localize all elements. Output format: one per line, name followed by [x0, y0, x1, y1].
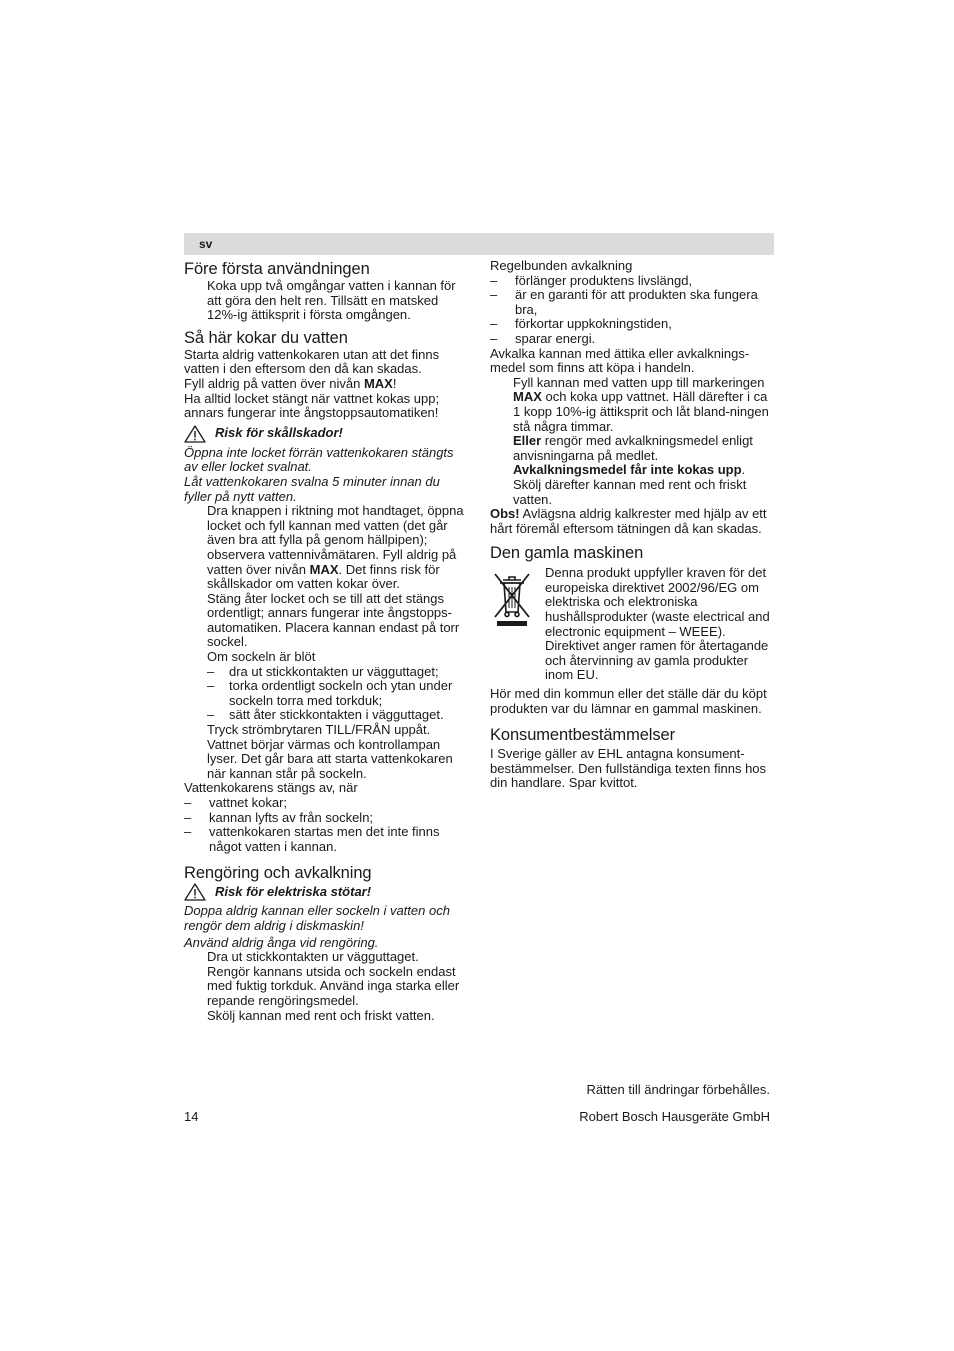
descale-step-2: Eller rengör med avkalkningsmedel enligt anvisningarna på medlet.	[513, 433, 753, 463]
descale-step-1: Fyll kannan med vatten upp till markeringen MAX och koka upp vattnet. Häll därefter i ca 1 kopp 10%-ig ättiksprit och låt bland-ningen stå några timmar.	[513, 374, 769, 434]
heading-consumer: Konsumentbestämmelser	[490, 726, 675, 745]
heading-old-machine: Den gamla maskinen	[490, 544, 644, 563]
cleaning-steps	[184, 950, 469, 1023]
page-number: 14	[184, 1109, 199, 1124]
disposal-text: Hör med din kommun eller det ställe där du köpt produkten var du lämnar en gammal maskinen.	[490, 686, 767, 716]
list-item: – är en garanti för att produkten ska fungera bra,	[490, 288, 776, 317]
boil-text-1: Starta aldrig vattenkokaren utan att det finns vatten i den eftersom den då kan skadas.	[184, 346, 440, 377]
list-item: – vattnet kokar;	[184, 796, 469, 811]
boil-text-3: Ha alltid locket stängt när vattnet kokas upp; annars fungerar inte ångstoppsautomatiken!	[184, 390, 440, 421]
boil-step-1: Dra knappen i riktning mot handtaget, öppna locket och fyll kannan med vatten (det går även bra att fylla på genom hällpipen); observera vattennivåmätaren. Fyll aldrig på vatten över nivån MAX. Det finns risk för skållskador om vatten kokar över.	[207, 503, 464, 592]
shock-note-2: Använd aldrig ånga vid rengöring.	[184, 934, 379, 950]
shock-note-1: Doppa aldrig kannan eller sockeln i vatten och rengör dem aldrig i diskmaskin!	[184, 903, 450, 933]
descale-step-4: Skölj därefter kannan med rent och friskt vatten.	[513, 476, 747, 507]
heading-boil-water: Så här kokar du vatten	[184, 328, 348, 347]
cleaning-step-3: Skölj kannan med rent och friskt vatten.	[207, 1007, 435, 1023]
language-bar	[184, 233, 774, 255]
boil-step-3: Om sockeln är blöt	[207, 649, 316, 665]
warning-icon	[184, 425, 206, 443]
boil-text-2: Fyll aldrig på vatten över nivån MAX!	[184, 375, 397, 391]
shutoff-intro: Vattenkokarens stängs av, när	[184, 780, 358, 796]
cleaning-step-2: Rengör kannans utsida och sockeln endast med fuktig torkduk. Använd inga starka eller repande rengöringsmedel.	[207, 963, 460, 1008]
heading-first-use: Före första användningen	[184, 260, 370, 278]
company-name: Robert Bosch Hausgeräte GmbH	[579, 1109, 770, 1124]
list-item: – kannan lyfts av från sockeln;	[184, 811, 469, 826]
heading-cleaning: Rengöring och avkalkning	[184, 864, 372, 883]
warning-shock	[184, 883, 469, 901]
boil-step-4: Tryck strömbrytaren TILL/FRÅN uppåt. Vattnet börjar värmas och kontrollampan lyser. Det går bara att starta vattenkokaren när kannan står på sockeln.	[207, 722, 453, 781]
list-item: – torka ordentligt sockeln och ytan under sockeln torra med torkduk;	[207, 679, 469, 708]
list-item: – sätt åter stickkontakten i vägguttaget.	[207, 708, 469, 723]
weee-block	[490, 566, 776, 683]
list-item: – förlänger produktens livslängd,	[490, 274, 776, 289]
scald-note-1: Öppna inte locket förrän vattenkokaren stängts av eller locket svalnat.	[184, 444, 454, 475]
first-use-text: Koka upp två omgångar vatten i kannan för att göra den helt ren. Tillsätt en matsked 12%-ig ättiksprit i första omgången.	[207, 278, 456, 323]
right-column	[490, 259, 776, 791]
warning-icon	[184, 883, 206, 901]
obs-note: Obs! Avlägsna aldrig kalkrester med hjälp av ett hårt föremål eftersom tätningen då kan skadas.	[490, 506, 767, 536]
boil-steps	[184, 504, 469, 781]
cleaning-step-1: Dra ut stickkontakten ur vägguttaget.	[207, 949, 419, 965]
language-tag: sv	[199, 237, 213, 251]
consumer-text: I Sverige gäller av EHL antagna konsument-bestämmelser. Den fullständiga texten finns hos din handlare. Spar kvittot.	[490, 746, 767, 791]
boil-step-2: Stäng åter locket och se till att det stängs ordentligt; annars fungerar inte ångstopps-automatiken. Placera kannan endast på torr sockel.	[207, 590, 460, 650]
crossed-bin-icon	[490, 568, 534, 628]
descale-steps	[490, 376, 776, 507]
scald-note-2: Låt vattenkokaren svalna 5 minuter innan du fyller på nytt vatten.	[184, 473, 440, 504]
list-item: – dra ut stickkontakten ur vägguttaget;	[207, 665, 469, 680]
warning-scald	[184, 425, 469, 443]
list-item: – vattenkokaren startas men det inte finns något vatten i kannan.	[184, 825, 469, 854]
max-mark: MAX	[363, 375, 393, 391]
heading-descaling: Regelbunden avkalkning	[490, 258, 633, 273]
descale-text: Avkalka kannan med ättika eller avkalknings-medel som finns att köpa i handeln.	[490, 345, 750, 376]
footer-note: Rätten till ändringar förbehålles.	[586, 1082, 770, 1097]
list-item: – sparar energi.	[490, 332, 776, 347]
descale-step-3: Avkalkningsmedel får inte kokas upp.	[513, 462, 746, 478]
warning-scald-text: Risk för skållskador!	[215, 425, 343, 441]
weee-text: Denna produkt uppfyller kraven för det europeiska direktivet 2002/96/EG om elektriska och elektroniska hushållsprodukter (waste electrical and electronic equipment – WEEE). Direktivet anger ramen för återtagande och återvinning av gamla produkter inom EU.	[545, 565, 770, 683]
left-column	[184, 259, 469, 1023]
list-item: – förkortar uppkokningstiden,	[490, 317, 776, 332]
warning-shock-text: Risk för elektriska stötar!	[215, 884, 372, 900]
